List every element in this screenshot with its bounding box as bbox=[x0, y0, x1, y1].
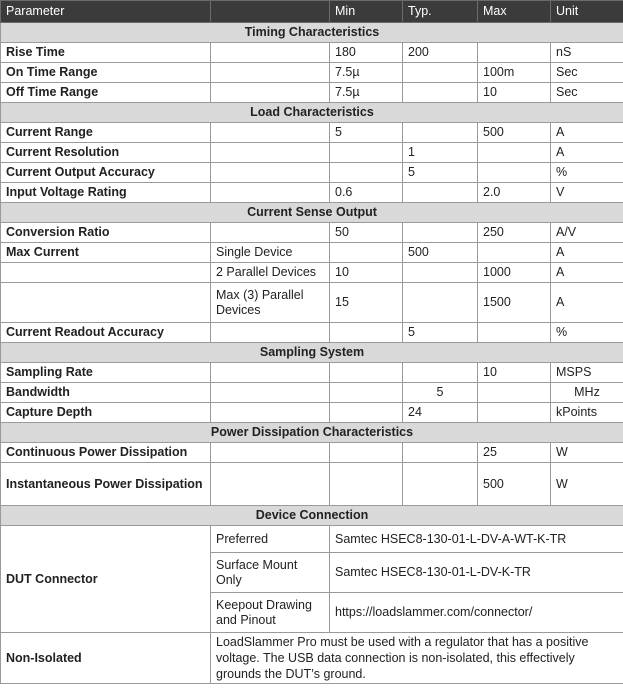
max-value: 1000 bbox=[478, 263, 551, 283]
max-value: 10 bbox=[478, 83, 551, 103]
unit-value: W bbox=[551, 443, 623, 463]
max-value bbox=[478, 43, 551, 63]
min-value: 7.5µ bbox=[330, 63, 403, 83]
min-value bbox=[330, 463, 403, 506]
param-name: Sampling Rate bbox=[1, 363, 211, 383]
param-name: Non-Isolated bbox=[1, 633, 211, 684]
min-value bbox=[330, 363, 403, 383]
condition-cell bbox=[211, 363, 330, 383]
table-row bbox=[1, 243, 623, 263]
max-value: 25 bbox=[478, 443, 551, 463]
min-value: 15 bbox=[330, 283, 403, 323]
condition-cell bbox=[211, 323, 330, 343]
table-row bbox=[1, 163, 623, 183]
max-value bbox=[478, 323, 551, 343]
section-timing bbox=[1, 23, 623, 43]
condition-cell bbox=[211, 183, 330, 203]
condition-cell bbox=[211, 63, 330, 83]
section-load bbox=[1, 103, 623, 123]
param-name: Input Voltage Rating bbox=[1, 183, 211, 203]
connector-link[interactable]: https://loadslammer.com/connector/ bbox=[330, 593, 623, 633]
unit-value: A bbox=[551, 283, 623, 323]
typ-value bbox=[403, 83, 478, 103]
typ-value: 24 bbox=[403, 403, 478, 423]
condition-cell bbox=[211, 403, 330, 423]
max-value: 1500 bbox=[478, 283, 551, 323]
min-value: 5 bbox=[330, 123, 403, 143]
min-value: 0.6 bbox=[330, 183, 403, 203]
typ-value bbox=[403, 263, 478, 283]
param-name bbox=[1, 263, 211, 283]
condition-cell bbox=[211, 123, 330, 143]
min-value bbox=[330, 403, 403, 423]
min-value bbox=[330, 323, 403, 343]
typ-value: 5 bbox=[403, 323, 478, 343]
section-title: Load Characteristics bbox=[1, 103, 623, 123]
section-title: Current Sense Output bbox=[1, 203, 623, 223]
table-row bbox=[1, 183, 623, 203]
table-row bbox=[1, 123, 623, 143]
unit-value: MHz bbox=[551, 383, 623, 403]
condition-cell bbox=[211, 383, 330, 403]
header-typ: Typ. bbox=[403, 1, 478, 23]
condition-cell bbox=[211, 223, 330, 243]
section-power bbox=[1, 423, 623, 443]
param-name: Instantaneous Power Dissipation bbox=[1, 463, 211, 506]
param-name: Bandwidth bbox=[1, 383, 211, 403]
header-max: Max bbox=[478, 1, 551, 23]
condition-cell bbox=[211, 83, 330, 103]
max-value bbox=[478, 383, 551, 403]
condition-cell: Surface Mount Only bbox=[211, 553, 330, 593]
min-value: 50 bbox=[330, 223, 403, 243]
condition-cell bbox=[211, 463, 330, 506]
param-name: On Time Range bbox=[1, 63, 211, 83]
param-name bbox=[1, 283, 211, 323]
max-value: 250 bbox=[478, 223, 551, 243]
header-parameter: Parameter bbox=[1, 1, 211, 23]
header-unit: Unit bbox=[551, 1, 623, 23]
max-value: 10 bbox=[478, 363, 551, 383]
unit-value: W bbox=[551, 463, 623, 506]
param-name: Current Resolution bbox=[1, 143, 211, 163]
max-value bbox=[478, 143, 551, 163]
min-value bbox=[330, 383, 403, 403]
typ-value: 5 bbox=[403, 163, 478, 183]
unit-value: kPoints bbox=[551, 403, 623, 423]
table-row bbox=[1, 363, 623, 383]
unit-value: MSPS bbox=[551, 363, 623, 383]
section-current-sense bbox=[1, 203, 623, 223]
unit-value: A bbox=[551, 243, 623, 263]
section-title: Sampling System bbox=[1, 343, 623, 363]
header-row bbox=[1, 1, 623, 23]
condition-cell: Preferred bbox=[211, 526, 330, 553]
typ-value bbox=[403, 463, 478, 506]
typ-value: 500 bbox=[403, 243, 478, 263]
section-title: Timing Characteristics bbox=[1, 23, 623, 43]
condition-cell: Keepout Drawing and Pinout bbox=[211, 593, 330, 633]
section-device-connection bbox=[1, 506, 623, 526]
unit-value: A bbox=[551, 123, 623, 143]
table-row bbox=[1, 323, 623, 343]
min-value bbox=[330, 443, 403, 463]
min-value bbox=[330, 143, 403, 163]
table-row bbox=[1, 223, 623, 243]
connector-value: Samtec HSEC8-130-01-L-DV-A-WT-K-TR bbox=[330, 526, 623, 553]
unit-value: Sec bbox=[551, 83, 623, 103]
param-name: DUT Connector bbox=[1, 526, 211, 633]
condition-cell bbox=[211, 143, 330, 163]
condition-cell: Max (3) Parallel Devices bbox=[211, 283, 330, 323]
unit-value: A bbox=[551, 143, 623, 163]
typ-value: 5 bbox=[403, 383, 478, 403]
section-title: Device Connection bbox=[1, 506, 623, 526]
table-row bbox=[1, 403, 623, 423]
unit-value: A bbox=[551, 263, 623, 283]
section-sampling bbox=[1, 343, 623, 363]
typ-value: 1 bbox=[403, 143, 478, 163]
max-value bbox=[478, 163, 551, 183]
typ-value bbox=[403, 183, 478, 203]
typ-value bbox=[403, 363, 478, 383]
header-min: Min bbox=[330, 1, 403, 23]
min-value: 7.5µ bbox=[330, 83, 403, 103]
param-name: Off Time Range bbox=[1, 83, 211, 103]
min-value bbox=[330, 163, 403, 183]
unit-value: nS bbox=[551, 43, 623, 63]
param-name: Capture Depth bbox=[1, 403, 211, 423]
table-row bbox=[1, 263, 623, 283]
table-row bbox=[1, 83, 623, 103]
section-title: Power Dissipation Characteristics bbox=[1, 423, 623, 443]
param-name: Current Range bbox=[1, 123, 211, 143]
max-value: 500 bbox=[478, 463, 551, 506]
table-row bbox=[1, 443, 623, 463]
max-value: 2.0 bbox=[478, 183, 551, 203]
unit-value: A/V bbox=[551, 223, 623, 243]
header-condition bbox=[211, 1, 330, 23]
param-name: Current Output Accuracy bbox=[1, 163, 211, 183]
table-row bbox=[1, 383, 623, 403]
table-row bbox=[1, 143, 623, 163]
unit-value: V bbox=[551, 183, 623, 203]
table-row bbox=[1, 283, 623, 323]
non-isolated-description: LoadSlammer Pro must be used with a regulator that has a positive voltage. The USB data connection is non-isolated, this effectively grounds the DUT’s ground. bbox=[211, 633, 623, 684]
unit-value: % bbox=[551, 323, 623, 343]
connector-value: Samtec HSEC8-130-01-L-DV-K-TR bbox=[330, 553, 623, 593]
param-name: Current Readout Accuracy bbox=[1, 323, 211, 343]
typ-value bbox=[403, 123, 478, 143]
condition-cell: 2 Parallel Devices bbox=[211, 263, 330, 283]
condition-cell: Single Device bbox=[211, 243, 330, 263]
condition-cell bbox=[211, 443, 330, 463]
param-name: Continuous Power Dissipation bbox=[1, 443, 211, 463]
param-name: Conversion Ratio bbox=[1, 223, 211, 243]
typ-value bbox=[403, 223, 478, 243]
min-value: 180 bbox=[330, 43, 403, 63]
min-value: 10 bbox=[330, 263, 403, 283]
max-value bbox=[478, 403, 551, 423]
max-value bbox=[478, 243, 551, 263]
unit-value: Sec bbox=[551, 63, 623, 83]
min-value bbox=[330, 243, 403, 263]
typ-value bbox=[403, 283, 478, 323]
param-name: Rise Time bbox=[1, 43, 211, 63]
condition-cell bbox=[211, 163, 330, 183]
max-value: 500 bbox=[478, 123, 551, 143]
condition-cell bbox=[211, 43, 330, 63]
max-value: 100m bbox=[478, 63, 551, 83]
table-row bbox=[1, 526, 623, 553]
typ-value bbox=[403, 443, 478, 463]
typ-value: 200 bbox=[403, 43, 478, 63]
typ-value bbox=[403, 63, 478, 83]
table-row bbox=[1, 633, 623, 684]
unit-value: % bbox=[551, 163, 623, 183]
table-row bbox=[1, 43, 623, 63]
table-row bbox=[1, 63, 623, 83]
param-name: Max Current bbox=[1, 243, 211, 263]
table-row bbox=[1, 463, 623, 506]
